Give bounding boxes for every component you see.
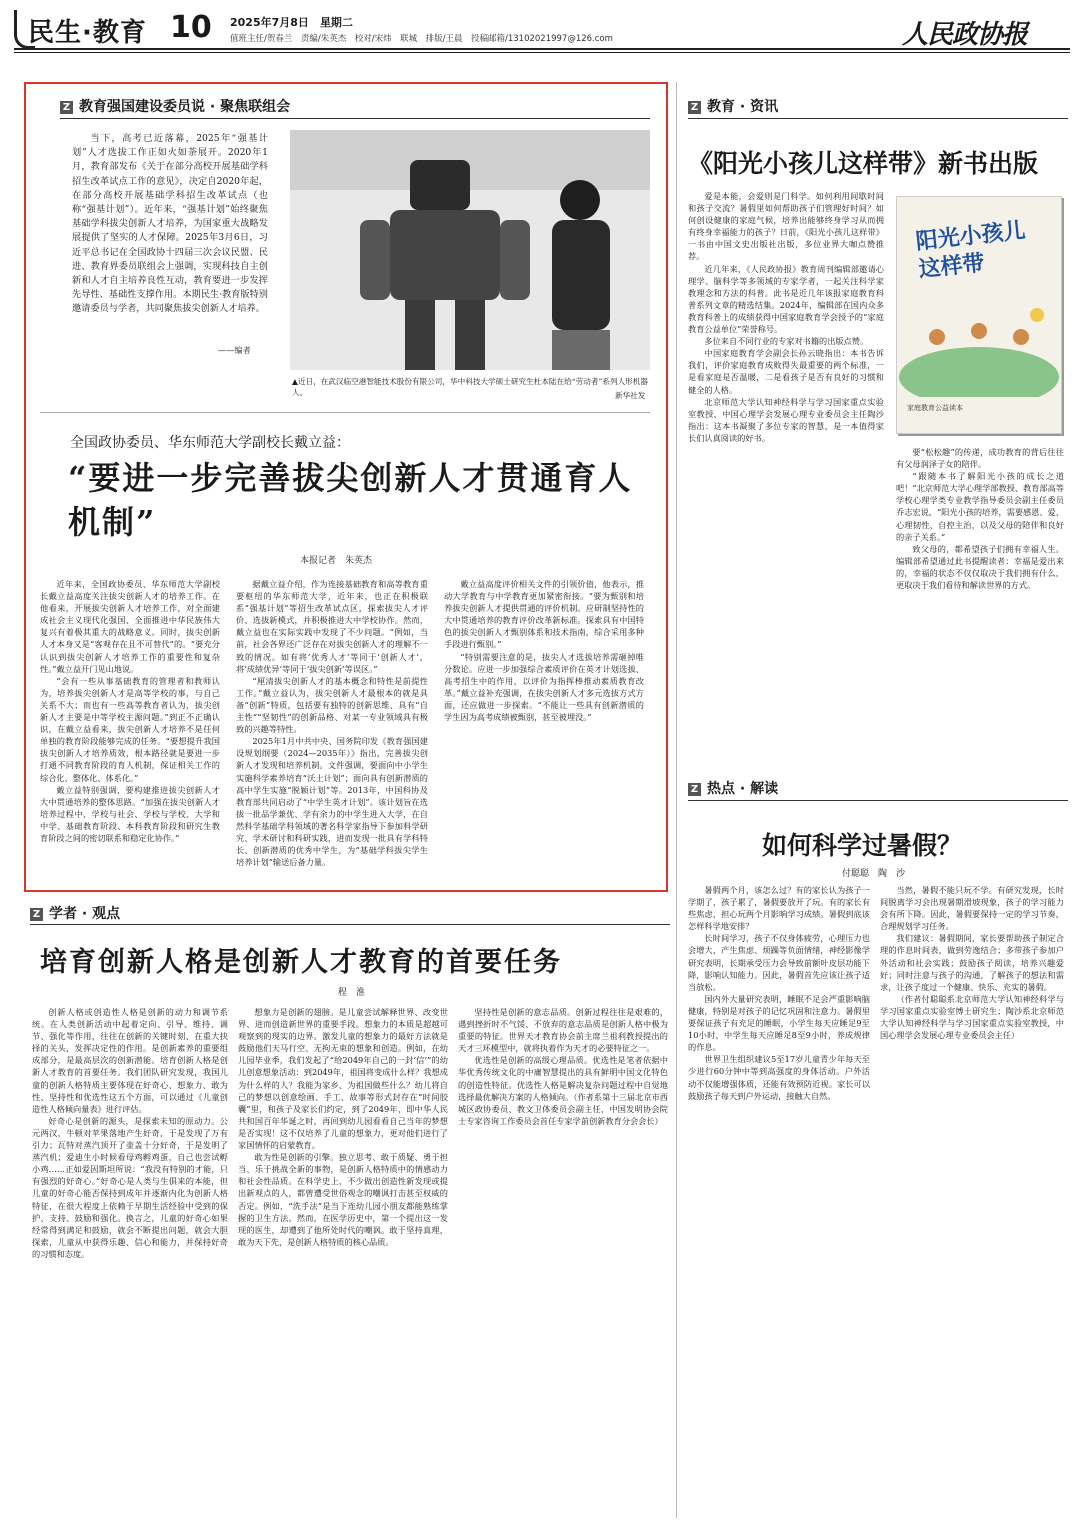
lead-body-col2 (236, 578, 428, 878)
weekday: 星期二 (319, 16, 353, 29)
lead-intro-text: 当下，高考已近落幕，2025年“强基计划”人才选拔工作正如火如荼展开。2020年1月，教育部发布《关于在部分高校开展基础学科招生改革试点工作的意见》，决定自2020年起，在部分高校开展基础学科招生改革试点（也称“强基计划”）。近年来，“强基计划”始终聚焦基础学科拔尖创新人才培养，为国家重大战略发展提供了坚实的人才保障。2025年3月6日，习近平总书记在全国政协十四届三次会议民盟、民进、教育界委员联组会上强调，实现科技自主创新和人才自主培养良性互动，教育要进一步发挥先导性、基础性支撑作用。本期民生·教育版特别邀请委员与学者，共同聚焦拔尖创新人才培养。 (72, 133, 268, 315)
page-number: 10 (170, 10, 212, 45)
column-divider (676, 82, 677, 1518)
editors: 值班主任/贺春兰 责编/朱英杰 校对/宋炜 联城 排版/王晨 (230, 34, 463, 44)
lead-byline: 本报记者 朱英杰 (300, 556, 373, 566)
hot-body-left (688, 884, 870, 1516)
hot-byline: 付聪聪 陶 沙 (842, 869, 906, 879)
column-tag-icon: Z (688, 101, 701, 114)
scholar-para: 想象力是创新的翅膀。是儿童尝试解释世界、改变世界、进而创造新世界的重要手段。想象力的本质是超越可观察到的现实的边界。激发儿童的想象力的最好方法就是鼓励他们天马行空、无拘无束的想象和创造。例如，在幼儿园毕业季，我们发起了“给2049年自己的一封‘信’”的幼儿创意想象活动：到2049年，祖国将变成什么样？我想成为什么样的人？我能为家乡、为祖国做些什么？幼儿将自己的梦想以创意绘画、手工、故事等形式封存在“时间胶囊”里，和孩子及家长们约定，到了2049年，即中华人民共和国百年华诞之时，再回到幼儿园看看自己当年的梦想是否实现！这不仅培养了儿童的想象力，更对他们进行了家国情怀的启蒙教育。 (238, 1007, 448, 1151)
news-column-rule (688, 118, 1068, 119)
email: 投稿邮箱/13102021997@126.com (470, 34, 613, 44)
column-tag-icon: Z (60, 101, 73, 114)
lead-column-head (60, 96, 290, 116)
lead-column-title: 教育强国建设委员说 · 聚焦联组会 (79, 99, 291, 115)
lead-column-rule (60, 118, 650, 119)
lead-para: 戴立益高度评价相关文件的引领价值，他表示，推动大学教育与中学教育更加紧密衔接。“要为甄别和培养拔尖创新人才提供贯通的评价机制。应研制坚持性的大中贯通培养的教育评价改革新标准。探索具有中国特色的拔尖创新人才甄别体系和技术指南，综合采用多种手段进行甄别。” (444, 579, 644, 650)
lead-para: “厘清拔尖创新人才的基本概念和特性是前提性工作。”戴立益认为，拔尖创新人才最根本的就是具备“创新”特质，包括要有独特的创新思维、具有“自主性”“坚韧性”的创新品格、对某一专业领域具有极致的兴趣等特性。 (236, 675, 428, 735)
news-para: “跟随本书了解阳光小孩的成长之道吧！”北京师范大学心理学部教授、教育部高等学校心理学类专业教学指导委员会副主任委员乔志宏说，“阳光小孩的培养，需要感恩、爱、心理韧性、自控主治，以及父母的陪伴和良好的亲子关系。” (896, 471, 1064, 542)
editor-line (230, 32, 613, 44)
section-title: 民生·教育 (28, 18, 147, 48)
lead-para: 近年来，全国政协委员、华东师范大学副校长戴立益高度关注拔尖创新人才的培养工作。在他看来，开展拔尖创新人才培养工作，对全面建成社会主义现代化强国、全面推进中华民族伟大复兴有着极其重大的战略意义。同时，拔尖创新人才本身又是“客观存在且不可替代”的。“要充分认识到拔尖创新人才培养工作的重要性和复杂性。”戴立益开门见山地说。 (40, 579, 220, 674)
hot-para: 当然，暑假不能只玩不学。有研究发现，长时间脱离学习会出现暑期滑坡现象，孩子的学习能力会有所下降。因此，暑假要保持一定的学习节奏，合理规划学习任务。 (880, 885, 1064, 932)
hot-headline: 如何科学过暑假？ (762, 831, 963, 860)
column-tag-icon: Z (30, 908, 43, 921)
scholar-byline: 程 淮 (338, 988, 366, 998)
date-text: 2025年7月8日 (230, 16, 309, 29)
scholar-column-rule (30, 924, 670, 925)
hot-column-rule (688, 800, 1068, 801)
news-body-left (688, 190, 884, 750)
hot-para: 暑假两个月，该怎么过？有的家长认为孩子一学期了，孩子累了，暑假要放开了玩。有的家长有些焦虑，担心玩两个月影响学习成绩。暑假到底该怎样科学地安排？ (688, 885, 870, 932)
column-tag-icon: Z (688, 783, 701, 796)
scholar-para: 创新人格或创造性人格是创新的动力和调节系统。在人类创新活动中起着定向、引导、维持、调节、强化等作用，往往在创新的关键时刻、在重大抉择的关头，发挥决定性的作用。是创新素养的重要组成部分，是最高层次的创新潜能。培育创新人格是创新人才教育的首要任务。我们团队研究发现，我国儿童的创新人格特质主要体现在好奇心、想象力、敢为性、坚持性和优选性这五个方面，可以通过《儿童创造性人格倾向量表》进行评估。 (32, 1007, 228, 1114)
hot-para: （作者付聪聪系北京师范大学认知神经科学与学习国家重点实验室博士研究生；陶沙系北京师范大学认知神经科学与学习国家重点实验室教授，中国心理学会发展心理专业委员会主任） (880, 993, 1064, 1041)
masthead-logo: 人民政协报 (902, 20, 1028, 50)
hot-para: 世界卫生组织建议5至17岁儿童青少年每天至少进行60分钟中等到高强度的身体活动。户外活动不仅能增强体质，还能有效预防近视。家长可以鼓励孩子每天到户外运动，接触大自然。 (688, 1054, 870, 1101)
photo-credit: 新华社发 (615, 391, 646, 400)
scholar-headline: 培育创新人格是创新人才教育的首要任务 (40, 947, 562, 978)
hot-body-right (880, 884, 1064, 1516)
hot-para: 国内外大量研究表明，睡眠不足会严重影响脑健康，特别是对孩子的记忆巩固和注意力。暑假里要保证孩子有充足的睡眠，小学生每天应睡足9至10小时，中学生每天应睡足8至9小时，养成规律的作息。 (688, 993, 870, 1053)
lead-headline: “要进一步完善拔尖创新人才贯通育人机制” (68, 459, 633, 541)
news-para: 要“松松趣”的传递，成功教育的背后往往有父母润泽子女的陪伴。 (896, 447, 1064, 470)
date (230, 14, 353, 30)
news-para: 致父母的，都希望孩子们拥有幸福人生。编辑部希望通过此书提醒读者：幸福是爱出来的，幸福的状态不仅仅取决于我们拥有什么，更取决于我们看待和解读世界的方式。 (896, 543, 1064, 591)
news-column-title: 教育 · 资讯 (707, 99, 779, 115)
header-rule (14, 48, 1070, 50)
book-cover (896, 196, 1062, 434)
hot-para: 我们建议：暑假期间，家长要帮助孩子制定合理的作息时间表，做到劳逸结合；多带孩子参加户外活动和社会实践；鼓励孩子阅读，培养兴趣爱好；同时注意与孩子的沟通，了解孩子的想法和需求，让孩子度过一个健康、快乐、充实的暑假。 (880, 933, 1064, 992)
news-column-head (688, 96, 778, 116)
hot-column-head (688, 778, 778, 798)
news-para: 北京师范大学认知神经科学与学习国家重点实验室教授、中国心理学会发展心理专业委员会主任陶沙指出：这本书凝聚了多位专家的智慧，是一本值得家长们认真阅读的好书。 (688, 396, 884, 443)
scholar-body-col1 (32, 1006, 228, 1516)
robot-photo (290, 130, 650, 370)
scholar-para: 敢为性是创新的引擎。独立思考、敢于质疑、勇于担当、乐于挑战全新的事物，是创新人格特质中的情感动力和社会性品质。在科学史上，不少做出创造性新发现或提出新观点的人，都曾遭受世俗观念的嘲讽打击甚至权威的否定。例如，“洗手法”是当下连幼儿园小朋友都能熟练掌握的卫生方法。然而，在医学历史中，第一个提出这一发现的医生，却遭到了他所处时代的嘲讽。敢于坚持真理，敢为天下先，是创新人格特质的核心品质。 (238, 1152, 448, 1247)
photo-caption: ▲近日，在武汉临空港智能技术股份有限公司，华中科技大学硕士研究生杜本陆在给“劳动者”系列人形机器人。 (292, 377, 648, 397)
lead-para: 2025年1月中共中央、国务院印发《教育强国建设规划纲要（2024—2035年）》指出，完善拔尖创新人才发现和培养机制。文件强调，要面向中小学生实施科学素养培育“沃土计划”；面向具有创新潜质的高中学生实施“脱颖计划”等。2013年，中国科协及教育部共同启动了“中学生英才计划”。该计划旨在选拔一批品学兼优、学有余力的中学生进入大学，在自然科学基础学科领域的著名科学家指导下参加科学研究、学术研讨和科研实践，进而发现一批具有学科特长、创新潜质的优秀中学生，为“基础学科拔尖学生培养计划”输送后备力量。 (236, 736, 428, 868)
lead-body-col1 (40, 578, 220, 878)
scholar-body-col2 (238, 1006, 448, 1516)
news-headline: 《阳光小孩儿这样带》新书出版 (688, 149, 1039, 178)
lead-para: “特别需要注意的是，拔尖人才选拔培养需砸掉唯分数论。应进一步加强综合素质评价在英才计划选拔、高考招生中的作用，以评价为指挥棒推动素质教育改革。”戴立益补充强调，在拔尖创新人才多元选拔方式方面，还应做进一步探索。“不能让一些具有创新潜质的学生因为高考成绩被甄别，甚至被埋没。” (444, 651, 644, 723)
scholar-para: 优选性是创新的高级心理品质。优选性是笔者依据中华优秀传统文化的中庸智慧提出的具有鲜明中国文化特色的创造性特征。优选性人格是解决复杂问题过程中自觉地选择最优解决方案的人格倾向。（作者系第十三届北京市西城区政协委员、教文卫体委员会副主任，中国发明协会院士专家咨询工作委员会首任专家学前创新教育分会会长） (458, 1055, 668, 1126)
scholar-para: 好奇心是创新的源头，是探索未知的原动力。公元两汉，牛顿对苹果落地产生好奇，于是发现了万有引力；瓦特对蒸汽顶开了壶盖十分好奇，于是发明了蒸汽机；爱迪生小时候看母鸡孵鸡蛋，自己也尝试孵小鸡……正如爱因斯坦所说：“我没有特别的才能，只有强烈的好奇心。”好奇心是人类与生俱来的本能，但儿童的好奇心能否保持到成年并逐渐内化为创新人格特征，在很大程度上依赖于早期生活经验中受到的保护、支持、鼓励和强化。换言之，儿童的好奇心如果经常得到满足和鼓励，就会不断提出问题，就会大胆探索，儿童从中获得乐趣、信心和能力，并保持好奇的习惯和态度。 (32, 1115, 228, 1259)
news-body-right (896, 446, 1064, 746)
lead-para: 戴立益特别强调，要构建推进拔尖创新人才大中贯通培养的整体思路。“加强在拔尖创新人才培养过程中，学校与社会、学校与学校、大学和中学、基础教育阶段、本科教育阶段和研究生教育阶段之间的密切联系和稳定化协作。” (40, 784, 220, 843)
robot-illustration (290, 130, 650, 370)
hot-column-title: 热点 · 解读 (707, 781, 779, 797)
lead-kicker: 全国政协委员、华东师范大学副校长戴立益： (70, 435, 350, 451)
news-para: 中国家庭教育学会副会长孙云晓指出：本书告诉我们，评价家庭教育成败得失最重要的两个标准，一是看家庭是否温暖，二是看孩子是否有良好的习惯和健全的人格。 (688, 348, 884, 395)
news-para: 多位来自不同行业的专家对书籍的出版点赞。 (704, 336, 869, 347)
news-para: 近几年来，《人民政协报》教育周刊编辑部邀请心理学、脑科学等多领域的专家学者，一起关注科学家教理念和方法的科普。此书是近几年该报家庭教育科普系列文章的精选结集。2024年，编辑部在国内众多教育科普上的成绩获得中国家庭教育学会授予的“家庭教育公益单位”荣誉称号。 (688, 263, 884, 335)
book-cover-title: 阳光小孩儿这样带 (914, 217, 1027, 283)
book-cover-subtitle: 家庭教育公益读本 (907, 404, 963, 412)
lead-divider (40, 412, 650, 413)
lead-body-col3 (444, 578, 644, 878)
scholar-column-head (30, 903, 120, 923)
lead-intro-sign: ——编者 (218, 345, 251, 355)
hot-para: 长时间学习，孩子不仅身体疲劳，心理压力也会增大，产生焦虑、烦躁等负面情绪，神经影像学研究表明，长期承受压力会导致前额叶皮层功能下降，影响认知能力。因此，暑假首先应该让孩子适当放松。 (688, 933, 870, 992)
book-cover-illustration (897, 307, 1061, 397)
lead-intro (72, 132, 268, 317)
scholar-para: 坚持性是创新的意志品质。创新过程往往是艰难的，遇到挫折时不气馁、不放弃的意志品质是创新人格中极为重要的特征。世界天才教育协会前主席兰祖利教授提出的天才三环模型中，就将执着作为天才的必要特征之一。 (458, 1007, 668, 1054)
header-rule-thin (14, 52, 1070, 53)
scholar-body-col3 (458, 1006, 668, 1516)
lead-para: “会有一些从事基础教育的管理者和教师认为，培养拔尖创新人才是高等学校的事，与自己关系不大；而也有一些高等教育者认为，拔尖创新人才主要是中等学校主源问题。”到正不正确认识，在戴立益看来，拔尖创新人才培养不是任何单独的教育阶段能够完成的任务。“要想提升我国拔尖创新人才培养质效，根本路径就是要进一步打通不同教育阶段的育人机制，保证相关工作的综合化、整体化、体系化。” (40, 675, 220, 783)
news-para: 爱是本能，会爱则是门科学。如何利用间歇时间和孩子交流？暑假里如何帮助孩子们管理好时间？如何创设健康的家庭气候，培养出能够终身学习从而拥有终身幸福能力的孩子？日前，《阳光小孩儿这样带》一书由中国文史出版社出版，多位业界大咖点赞推荐。 (688, 191, 884, 262)
scholar-column-title: 学者 · 观点 (49, 906, 121, 922)
lead-para: 据戴立益介绍，作为连接基础教育和高等教育重要枢纽的华东师范大学，近年来，也正在积极联系“强基计划”等招生改革试点区，探索拔尖人才评价、选拔新模式，并积极推进大中学校协作。然而，戴立益也在实际实践中发现了不少问题。“例如，当前，社会各界还广泛存在对拔尖创新人才的理解不一致的情况。如有将‘优秀人才’等同于‘创新人才’，将‘成绩优异’等同于‘拔尖创新’等误区。” (236, 579, 428, 674)
